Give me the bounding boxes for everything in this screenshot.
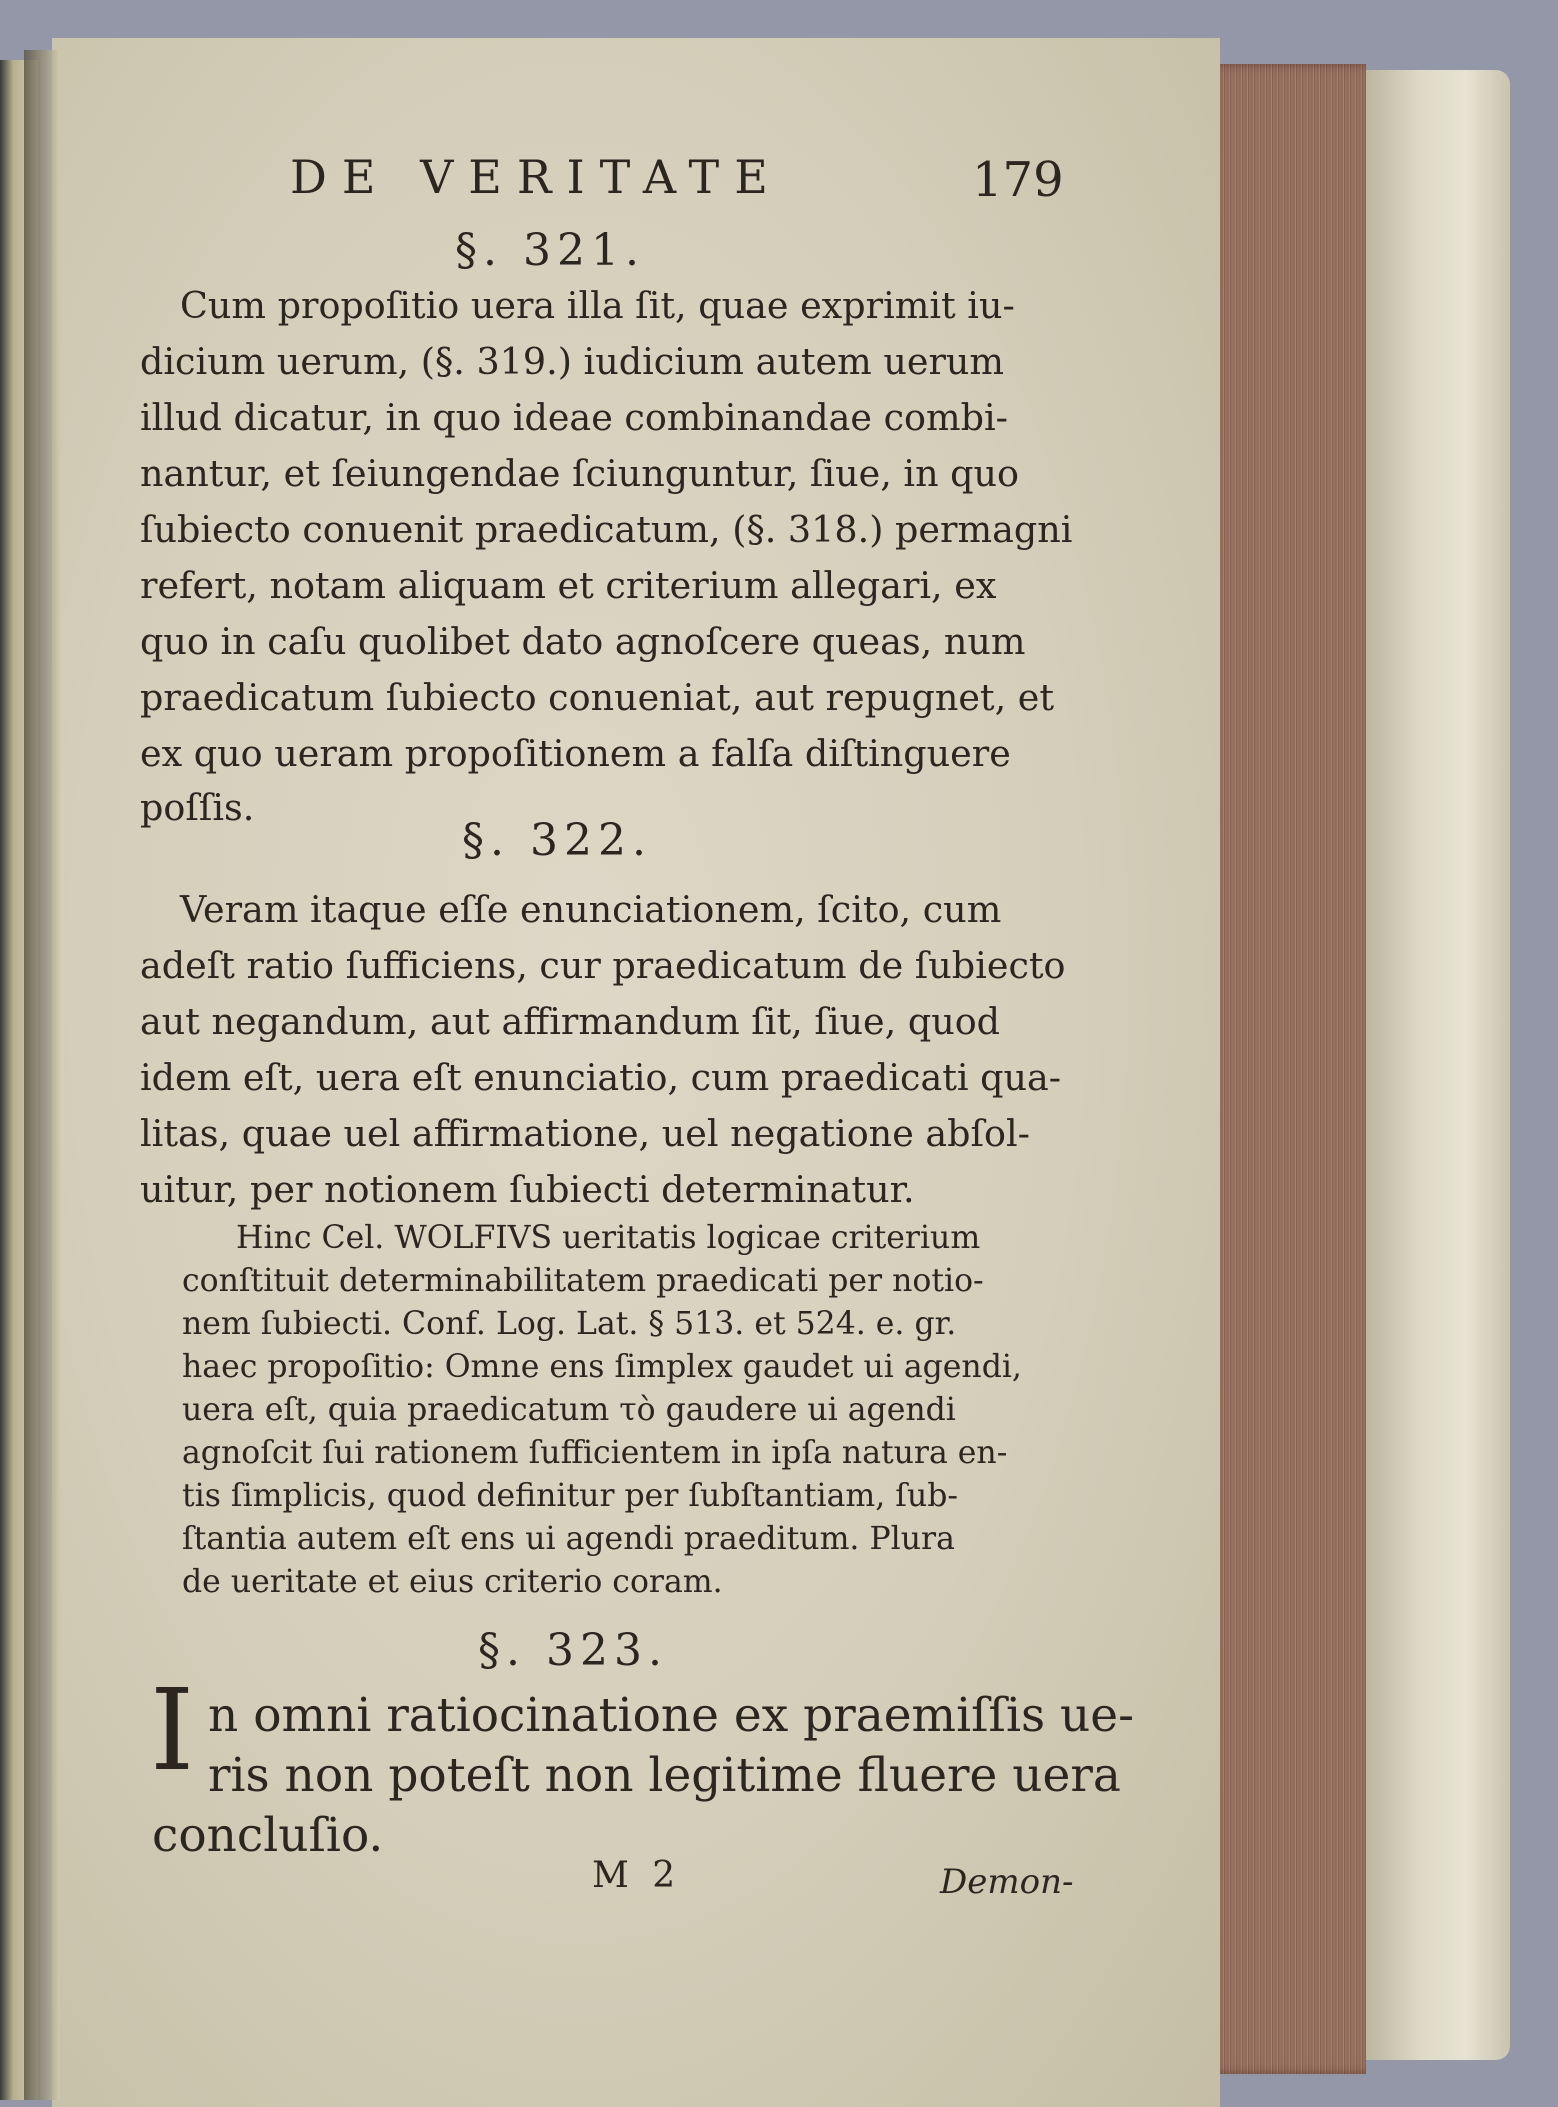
section-heading-322: §. 322.	[462, 815, 652, 866]
text-line: refert, notam aliquam et criterium allegari, ex	[140, 564, 997, 607]
text-line: Cum propoſitio uera illa ſit, quae exprimit iu-	[180, 284, 1015, 327]
note-line: agnoſcit ſui rationem ſufficientem in ipſa natura en-	[182, 1435, 1008, 1471]
text-line: quo in caſu quolibet dato agnoſcere queas, num	[140, 620, 1026, 663]
text-line: litas, quae uel affirmatione, uel negatione abſol-	[140, 1112, 1031, 1155]
text-line: illud dicatur, in quo ideae combinandae combi-	[140, 396, 1008, 439]
text-line: ſubiecto conuenit praedicatum, (§. 318.) permagni	[140, 508, 1073, 551]
text-line: Veram itaque eſſe enunciationem, ſcito, cum	[180, 888, 1002, 931]
note-line: haec propoſitio: Omne ens ſimplex gaudet ui agendi,	[182, 1349, 1022, 1385]
signature-mark: M 2	[592, 1855, 682, 1896]
text-line: n omni ratiocinatione ex praemiſſis ue-	[208, 1688, 1135, 1743]
catchword: Demon-	[940, 1862, 1074, 1902]
note-line: conſtituit determinabilitatem praedicati per notio-	[182, 1263, 984, 1299]
text-line: ris non poteſt non legitime fluere uera	[208, 1748, 1121, 1803]
text-line: uitur, per notionem ſubiecti determinatur.	[140, 1168, 915, 1211]
text-line: dicium uerum, (§. 319.) iudicium autem uerum	[140, 340, 1005, 383]
drop-cap: I	[150, 1666, 195, 1796]
page-block-edge	[1206, 64, 1366, 2074]
text-line: praedicatum ſubiecto conueniat, aut repugnet, et	[140, 676, 1055, 719]
text-line: nantur, et ſeiungendae ſciunguntur, ſiue, in quo	[140, 452, 1020, 495]
book-cover-edge	[1360, 70, 1510, 2060]
text-line: adeſt ratio ſufficiens, cur praedicatum de ſubiecto	[140, 944, 1066, 987]
text-line: ex quo ueram propoſitionem a falſa diſtinguere	[140, 732, 1011, 775]
text-line: concluſio.	[152, 1808, 384, 1863]
note-line: uera eſt, quia praedicatum τὸ gaudere ui agendi	[182, 1392, 956, 1428]
note-line: ſtantia autem eſt ens ui agendi praeditum. Plura	[182, 1521, 955, 1557]
note-line: tis ſimplicis, quod definitur per ſubſtantiam, ſub-	[182, 1478, 959, 1514]
text-line: poſſis.	[140, 786, 255, 829]
running-title: DE VERITATE	[290, 150, 783, 204]
section-heading-323: §. 323.	[478, 1625, 668, 1676]
note-line: de ueritate et eius criterio coram.	[182, 1564, 723, 1600]
text-line: aut negandum, aut affirmandum ſit, ſiue, quod	[140, 1000, 1001, 1043]
text-line: idem eſt, uera eſt enunciatio, cum praedicati qua-	[140, 1056, 1062, 1099]
note-line: nem ſubiecti. Conf. Log. Lat. § 513. et 524. e. gr.	[182, 1306, 957, 1342]
section-heading-321: §. 321.	[455, 225, 645, 276]
note-line: Hinc Cel. WOLFIVS ueritatis logicae criterium	[236, 1220, 981, 1256]
page-number: 179	[972, 152, 1064, 208]
book-gutter	[24, 50, 60, 2100]
